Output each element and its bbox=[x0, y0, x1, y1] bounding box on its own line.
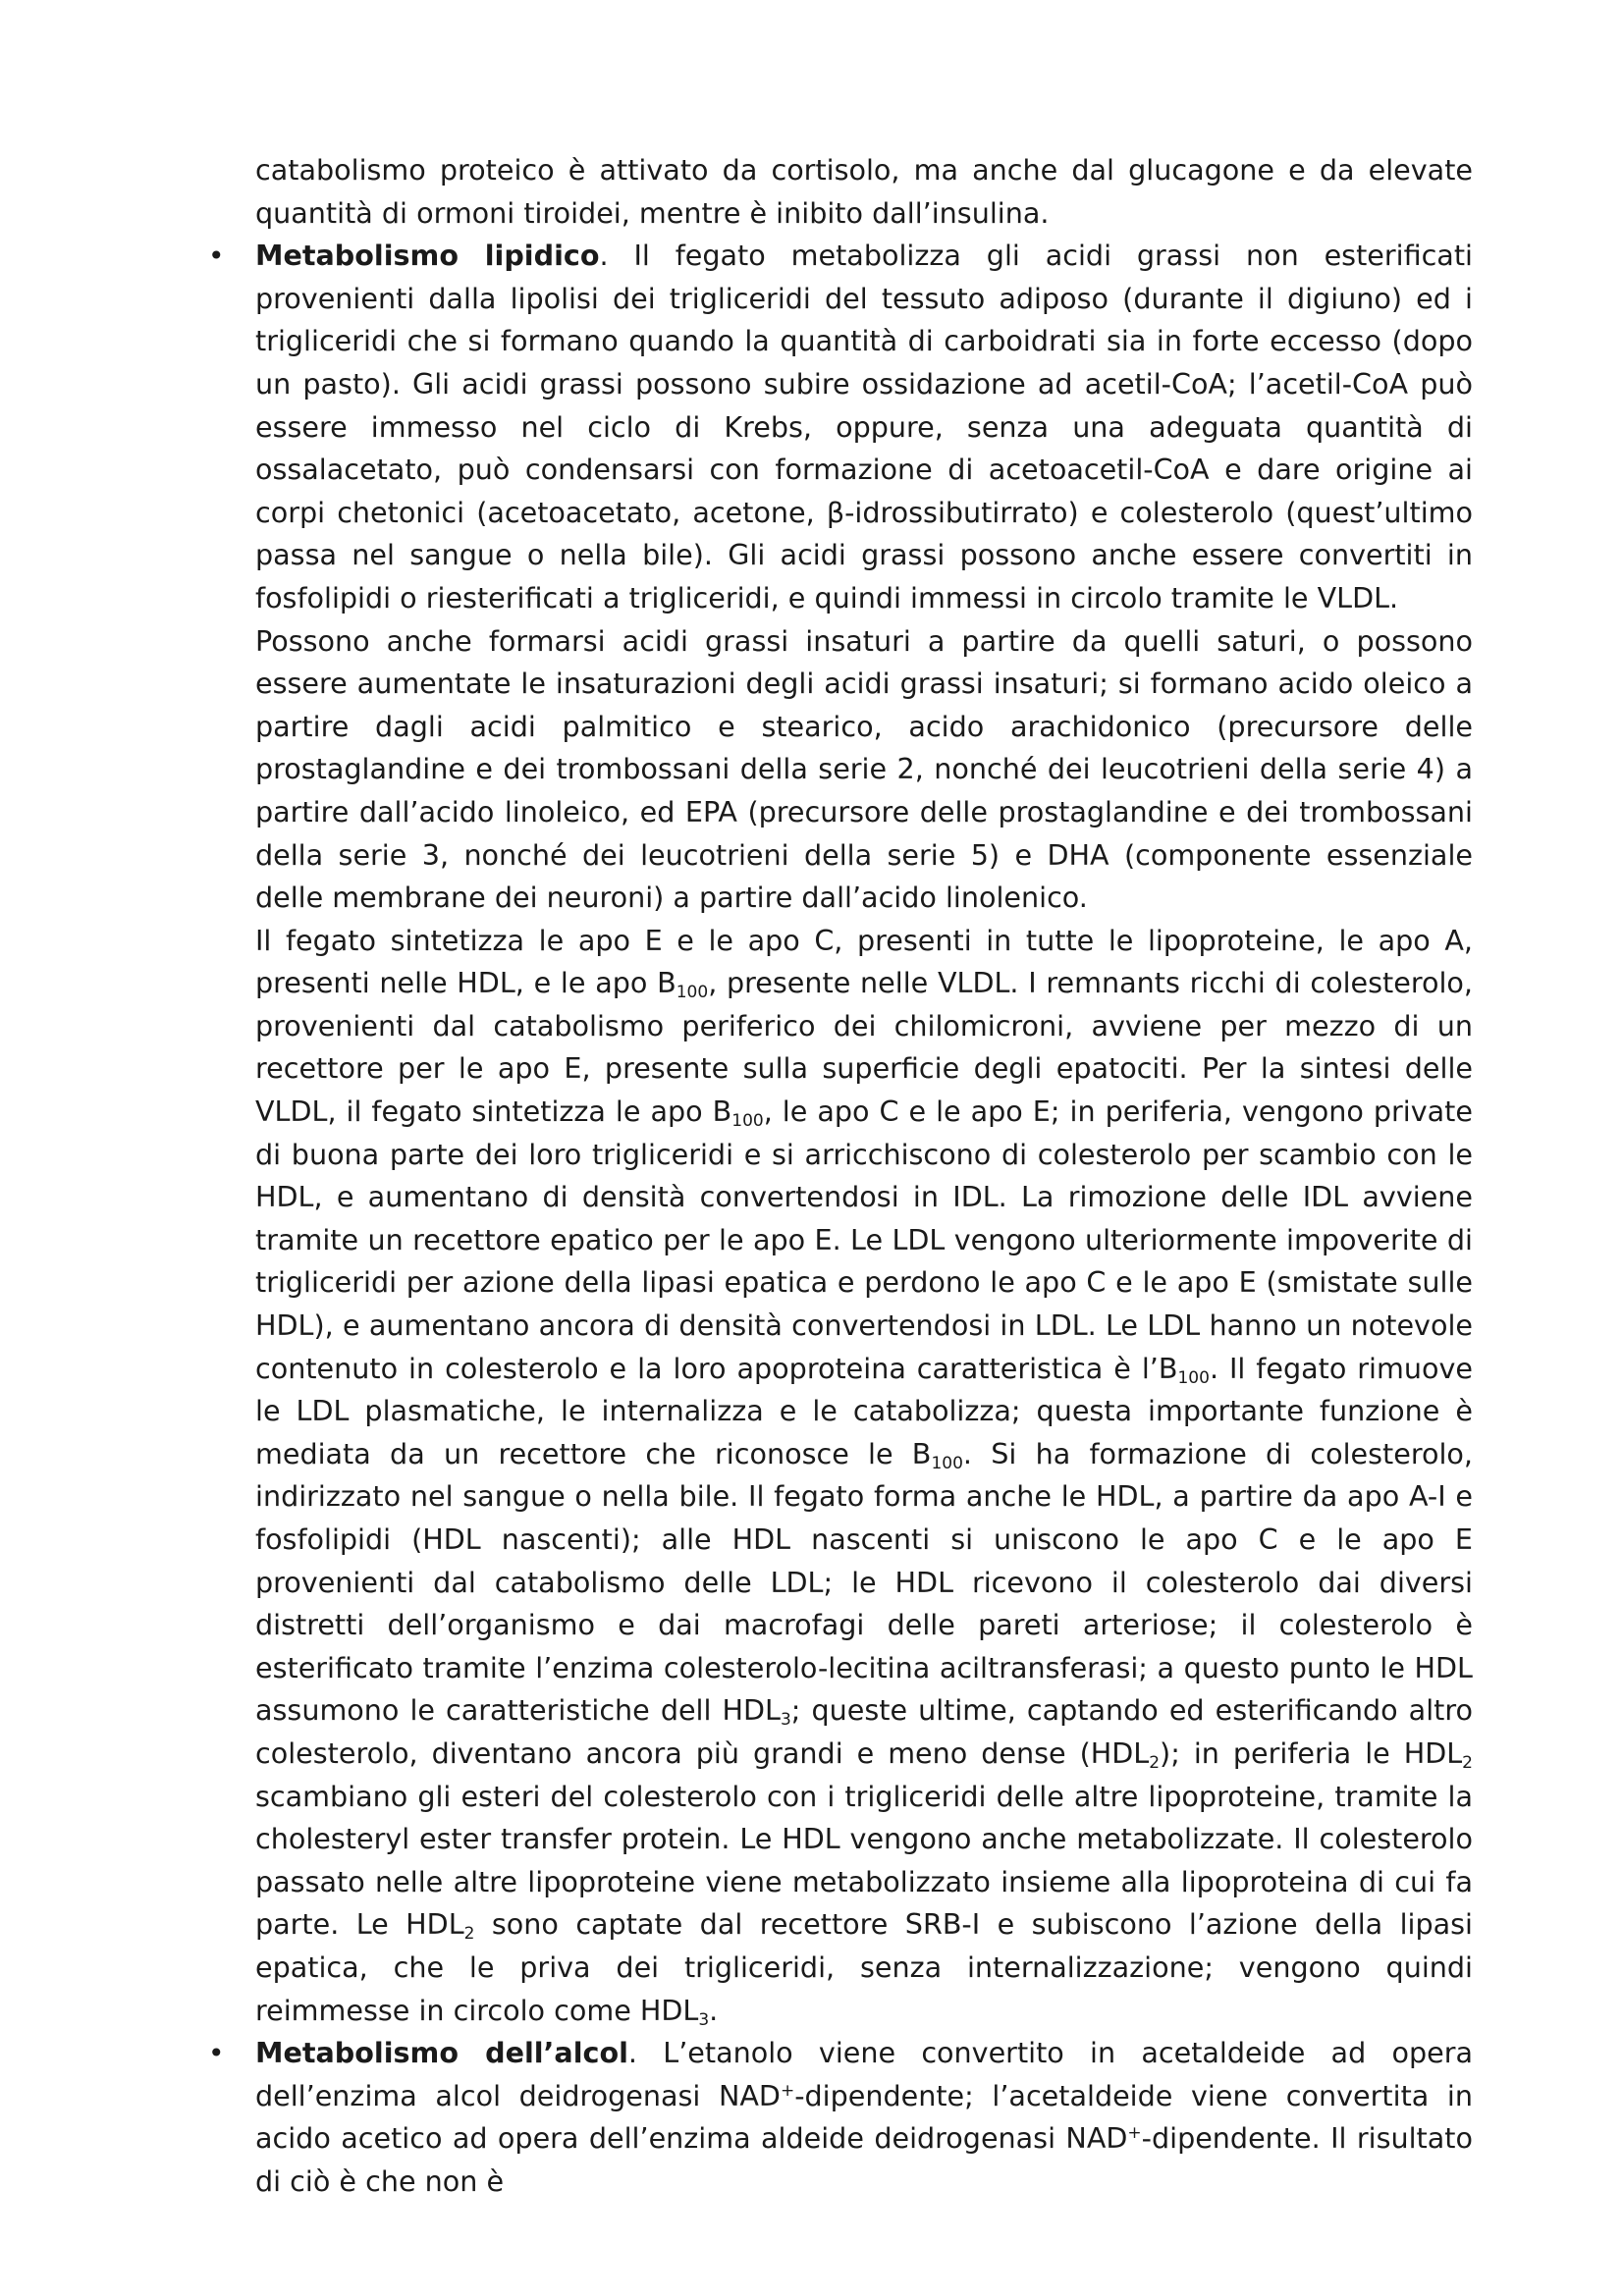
text-run: -dipendente. Il risultato di ciò è che non è bbox=[255, 2121, 1473, 2198]
text-run: ); in periferia le HDL bbox=[1160, 1735, 1463, 1770]
subscript: 100 bbox=[1177, 1367, 1210, 1388]
bullet-icon: • bbox=[208, 2037, 225, 2070]
lipid-text-1: . Il fegato metabolizza gli acidi grassi non esterificati provenienti dalla lipolisi dei trigliceridi del tessuto adiposo (durante il digiuno) ed i trigliceridi che si formano quando la quantità di carboidrati sia in forte eccesso (dopo un pasto). Gli acidi grassi possono subire ossidazione ad acetil-CoA; l’acetil-CoA può essere immesso nel ciclo di Krebs, oppure, senza una adeguata quantità di ossalacetato, può condensarsi con formazione di acetoacetil-CoA e dare origine ai corpi chetonici (acetoacetato, acetone, β-idrossibutirrato) e colesterolo (quest’ultimo passa nel sangue o nella bile). Gli acidi grassi possono anche essere convertiti in fosfolipidi o riesterificati a trigliceridi, e quindi immessi in circolo tramite le VLDL. bbox=[255, 239, 1473, 614]
subscript: 100 bbox=[931, 1453, 963, 1473]
lipid-paragraph-2: Possono anche formarsi acidi grassi insaturi a partire da quelli saturi, o possono essere aumentate le insaturazioni degli acidi grassi insaturi; si formano acido oleico a partire dagli acidi palmitico e stearico, acido arachidonico (precursore delle prostaglandine e dei trombossani della serie 2, nonché dei leucotrieni della serie 4) a partire dall’acido linoleico, ed EPA (precursore delle prostaglandine e dei trombossani della serie 3, nonché dei leucotrieni della serie 5) e DHA (componente essenziale delle membrane dei neuroni) a partire dall’acido linolenico. bbox=[255, 623, 1473, 915]
superscript: + bbox=[1127, 2123, 1142, 2144]
text-run: scambiano gli esteri del colesterolo con i trigliceridi delle altre lipoproteine, tramite la cholesteryl ester transfer protein. Le HDL vengono anche metabolizzate. Il colesterolo passato nelle altre lipoproteine viene metabolizzato insieme alla lipoproteina di cui fa parte. Le HDL bbox=[255, 1779, 1473, 1942]
lipid-paragraph-1 bbox=[255, 235, 1473, 619]
intro-paragraph: catabolismo proteico è attivato da cortisolo, ma anche dal glucagone e da elevate quantità di ormoni tiroidei, mentre è inibito dall’insulina. bbox=[255, 153, 1473, 230]
lipid-section-title: Metabolismo lipidico bbox=[255, 239, 600, 273]
superscript: + bbox=[780, 2080, 795, 2101]
text-run: sono captate dal recettore SRB-I e subiscono l’azione della lipasi epatica, che le priva dei trigliceridi, senza internalizzazione; vengono quindi reimmesse in circolo come HDL bbox=[255, 1907, 1473, 2027]
alcohol-paragraph bbox=[255, 2032, 1473, 2203]
lipid-paragraph-3 bbox=[255, 920, 1473, 2032]
alcohol-metabolism-section bbox=[208, 2032, 1473, 2203]
text-run: . Il fegato rimuove le LDL plasmatiche, le internalizza e le catabolizza; questa importante funzione è mediata da un recettore che riconosce le B bbox=[255, 1351, 1473, 1470]
subscript: 100 bbox=[731, 1111, 764, 1132]
text-run: . bbox=[709, 1993, 719, 2027]
text-run: , le apo C e le apo E; in periferia, vengono private di buona parte dei loro trigliceridi e si arricchiscono di colesterolo per scambio con le HDL, e aumentano di densità convertendosi in IDL. La rimozione delle IDL avviene tramite un recettore epatico per le apo E. Le LDL vengono ulteriormente impoverite di trigliceridi per azione della lipasi epatica e perdono le apo C e le apo E (smistate sulle HDL), e aumentano ancora di densità convertendosi in LDL. Le LDL hanno un notevole contenuto in colesterolo e la loro apoproteina caratteristica è l’B bbox=[255, 1095, 1473, 1385]
page-body bbox=[208, 149, 1473, 2204]
subscript: 100 bbox=[676, 983, 709, 1003]
bullet-icon: • bbox=[208, 240, 225, 273]
subscript: 3 bbox=[698, 2009, 710, 2030]
text-run: -dipendente; l’acetaldeide viene convertita in acido acetico ad opera dell’enzima aldeide deidrogenasi NAD bbox=[255, 2078, 1473, 2156]
subscript: 2 bbox=[463, 1924, 475, 1945]
lipid-metabolism-section bbox=[208, 235, 1473, 2032]
text-run: . L’etanolo viene convertito in acetaldeide ad opera dell’enzima alcol deidrogenasi NAD bbox=[255, 2036, 1473, 2112]
text-run: , presente nelle VLDL. I remnants ricchi di colesterolo, provenienti dal catabolismo periferico dei chilomicroni, avviene per mezzo di un recettore per le apo E, presente sulla superficie degli epatociti. Per la sintesi delle VLDL, il fegato sintetizza le apo B bbox=[255, 966, 1473, 1129]
subscript: 2 bbox=[1462, 1752, 1473, 1773]
text-run: ; queste ultime, captando ed esterificando altro colesterolo, diventano ancora più grandi e meno dense (HDL bbox=[255, 1693, 1473, 1770]
subscript: 2 bbox=[1149, 1752, 1161, 1773]
subscript: 3 bbox=[780, 1710, 791, 1731]
text-run: Il fegato sintetizza le apo E e le apo C, presenti in tutte le lipoproteine, le apo A, presenti nelle HDL, e le apo B bbox=[255, 923, 1473, 1000]
text-run: . Si ha formazione di colesterolo, indirizzato nel sangue o nella bile. Il fegato forma anche le HDL, a partire da apo A-I e fosfolipidi (HDL nascenti); alle HDL nascenti si uniscono le apo C e le apo E provenienti dal catabolismo delle LDL; le HDL ricevono il colesterolo dai diversi distretti dell’organismo e dai macrofagi delle pareti arteriose; il colesterolo è esterificato tramite l’enzima colesterolo-lecitina aciltransferasi; a questo punto le HDL assumono le caratteristiche dell HDL bbox=[255, 1436, 1473, 1728]
alcohol-section-title: Metabolismo dell’alcol bbox=[255, 2036, 628, 2070]
